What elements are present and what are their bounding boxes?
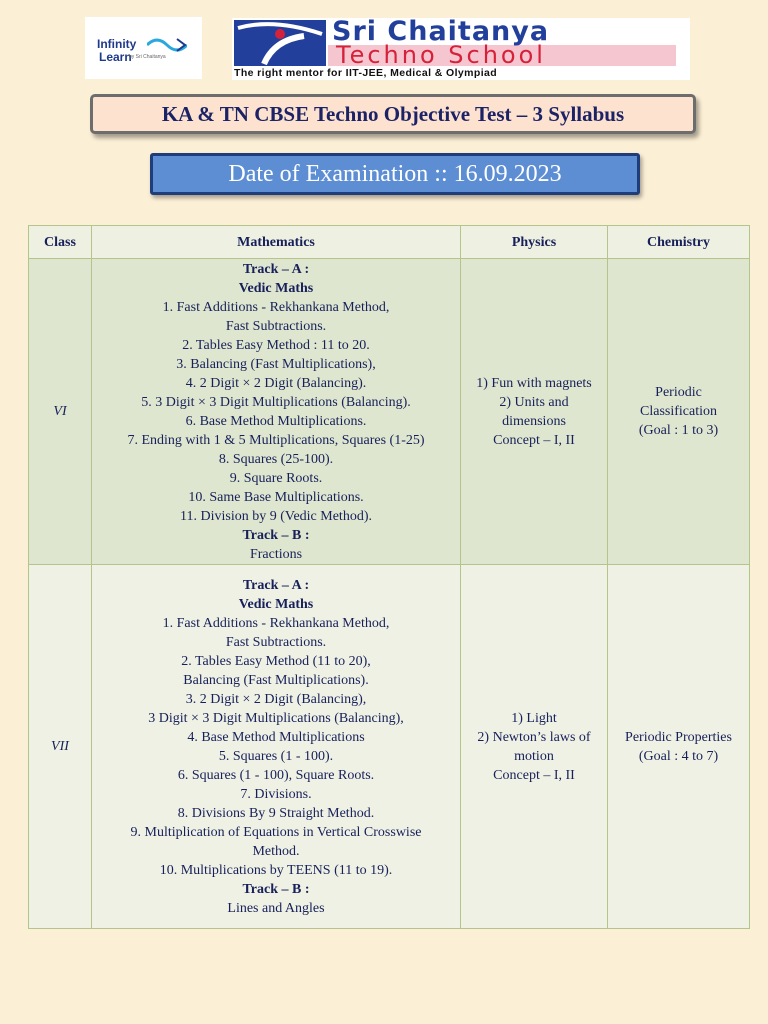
math-topic: Method. [252,843,300,859]
physics-topic: motion [514,748,554,764]
mathematics-cell [92,259,461,565]
sri-chaitanya-emblem-icon [234,20,326,66]
math-topic: 9. Square Roots. [229,470,323,486]
chemistry-topic: Periodic Properties [625,729,732,745]
math-topic: 8. Squares (25-100). [218,451,334,467]
track-b-heading: Track – B : [242,527,310,543]
page-title: KA & TN CBSE Techno Objective Test – 3 Syllabus [90,94,696,134]
track-a-heading: Track – A : [242,261,310,277]
school-name: Sri Chaitanya [332,16,550,47]
chemistry-topic: Periodic [655,385,702,400]
physics-topic: 1) Light [511,710,557,726]
math-topic: 4. 2 Digit × 2 Digit (Balancing). [185,375,367,391]
math-topic: 11. Division by 9 (Vedic Method). [180,508,372,524]
infinity-logo-sub: by Sri Chaitanya [129,54,166,60]
class-cell: VI [29,259,92,565]
math-topic: 5. 3 Digit × 3 Digit Multiplications (Balancing). [141,394,411,410]
math-topic: 6. Base Method Multiplications. [185,413,367,429]
header-chemistry: Chemistry [608,226,750,259]
physics-topic: 2) Units and [499,394,569,410]
chemistry-cell [608,565,750,929]
syllabus-table [28,225,750,929]
math-topic: Fast Subtractions. [225,318,327,334]
math-topic: 3. Balancing (Fast Multiplications), [176,356,376,372]
physics-topic: Concept – I, II [493,767,575,783]
header-physics: Physics [461,226,608,259]
chemistry-cell [608,259,750,565]
track-a-title: Vedic Maths [238,596,314,612]
math-topic: 7. Ending with 1 & 5 Multiplications, Squares (1-25) [127,432,425,448]
math-topic: 6. Squares (1 - 100), Square Roots. [177,767,375,783]
infinity-learn-logo [85,17,202,79]
physics-cell [461,259,608,565]
math-topic: 3 Digit × 3 Digit Multiplications (Balancing), [148,710,404,726]
math-topic: 3. 2 Digit × 2 Digit (Balancing), [185,691,367,707]
math-topic: 1. Fast Additions - Rekhankana Method, [162,299,390,315]
physics-topic: 2) Newton’s laws of [477,729,591,745]
table-row [29,259,750,565]
math-topic: 2. Tables Easy Method (11 to 20), [181,653,371,669]
header-class: Class [29,226,92,259]
exam-date-banner: Date of Examination :: 16.09.2023 [150,153,640,195]
chemistry-topic: (Goal : 1 to 3) [638,423,719,438]
track-a-heading: Track – A : [242,577,310,593]
math-topic: 9. Multiplication of Equations in Vertical Crosswise [130,824,422,840]
math-topic: 5. Squares (1 - 100). [218,748,334,764]
math-topic: 8. Divisions By 9 Straight Method. [177,805,375,821]
sri-chaitanya-logo [232,18,690,80]
math-topic: 10. Multiplications by TEENS (11 to 19). [159,862,393,878]
chemistry-topic: (Goal : 4 to 7) [638,748,719,764]
physics-topic: 1) Fun with magnets [476,375,592,391]
chemistry-topic: Classification [640,404,717,419]
math-topic: Balancing (Fast Multiplications). [183,672,369,688]
infinity-logo-line2: Learn [99,50,132,64]
track-b-topic: Fractions [249,546,303,562]
physics-topic: dimensions [502,413,566,429]
table-header-row [29,226,750,259]
math-topic: 2. Tables Easy Method : 11 to 20. [182,337,370,353]
track-a-title: Vedic Maths [238,280,314,296]
math-topic: 7. Divisions. [240,786,312,802]
track-b-topic: Lines and Angles [227,900,325,916]
physics-topic: Concept – I, II [493,432,575,448]
table-body [29,259,750,929]
track-b-heading: Track – B : [242,881,310,897]
table-row [29,565,750,929]
math-topic: 10. Same Base Multiplications. [188,489,364,505]
mathematics-cell [92,565,461,929]
school-subname: Techno School [336,41,546,69]
school-tagline: The right mentor for IIT-JEE, Medical & Olympiad [234,67,498,79]
math-topic: Fast Subtractions. [225,634,327,650]
header-mathematics: Mathematics [92,226,461,259]
class-cell: VII [29,565,92,929]
infinity-arrow-icon [147,35,187,55]
physics-cell [461,565,608,929]
infinity-logo-line1: Infinity [97,37,137,51]
math-topic: 1. Fast Additions - Rekhankana Method, [162,615,390,631]
math-topic: 4. Base Method Multiplications [187,729,365,745]
